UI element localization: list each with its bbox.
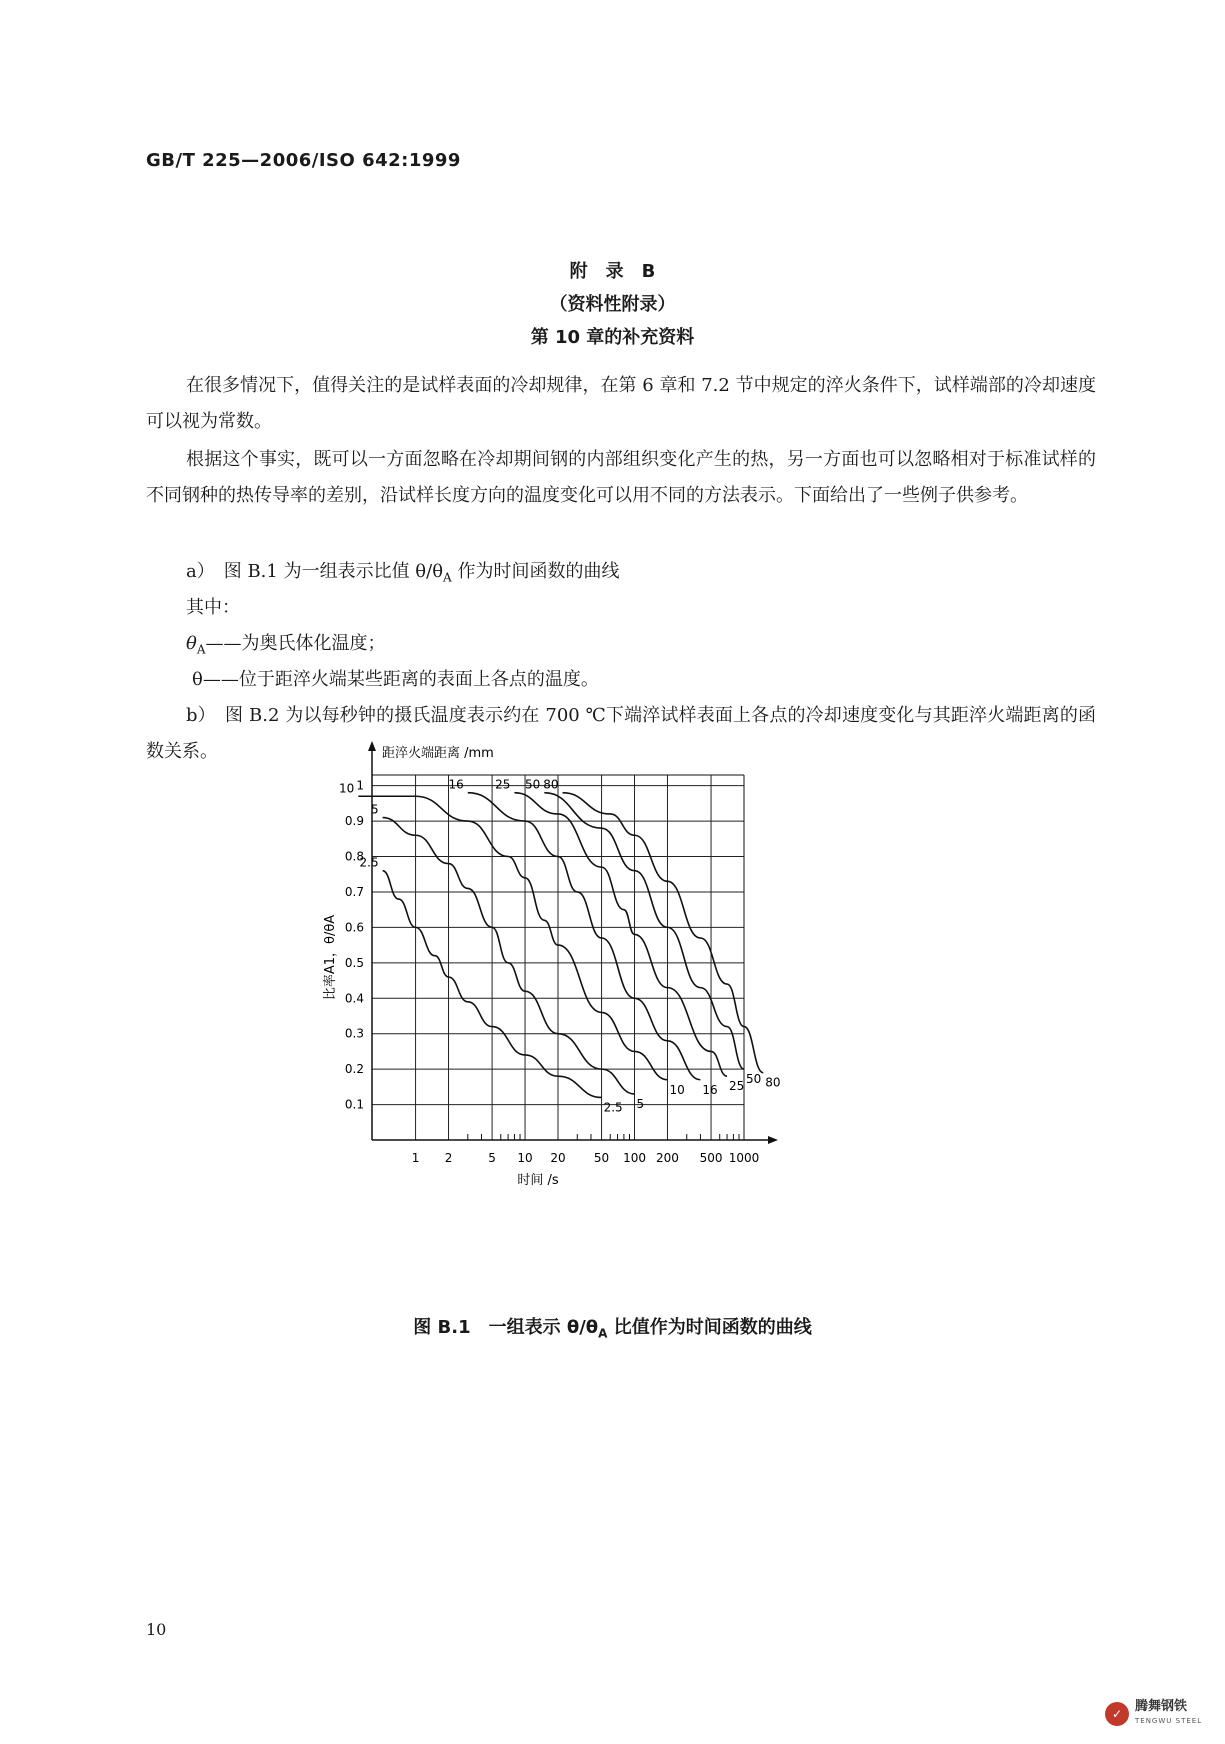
item-a: a） 图 B.1 为一组表示比值 $\theta/\theta_A$ 作为时间函数的曲线: [186, 561, 620, 585]
series-label-bottom-2-5: 2.5: [603, 1100, 623, 1115]
series-line-50: [544, 793, 744, 1069]
x-tick-label: 100: [623, 1151, 646, 1165]
series-line-16: [468, 793, 701, 1080]
appendix-subtitle: （资料性附录）: [549, 294, 676, 315]
legend-title: 距淬火端距离 /mm: [382, 746, 494, 761]
series-label-bottom-5: 5: [636, 1096, 645, 1111]
x-tick-label: 200: [656, 1151, 679, 1165]
y-tick-label: 0.7: [344, 884, 364, 899]
watermark-logo: ✓ 腾舞钢铁 TENGWU STEEL: [1105, 1700, 1202, 1728]
cooling-curve-chart: [323, 735, 880, 1215]
y-tick-label: 0.4: [344, 991, 364, 1006]
where-label: 其中：: [186, 597, 240, 618]
y-tick-label: 0.3: [344, 1026, 364, 1041]
series-label-top-25: 25: [495, 777, 511, 792]
definition-theta-a: $\theta_A——$为奥氏体化温度；: [186, 633, 386, 657]
y-tick-label: 0.5: [344, 955, 364, 970]
page-number: 10: [146, 1620, 167, 1639]
paragraph-2: 根据这个事实，既可以一方面忽略在冷却期间钢的内部组织变化产生的热，另一方面也可以忽略相对于标准试样的不同钢种的热传导率的差别，沿试样长度方向的温度变化可以用不同的方法表示。下面给出了一些例子供参考。: [146, 449, 1096, 506]
x-tick-label: 500: [699, 1151, 723, 1165]
y-tick-label: 0.2: [344, 1062, 364, 1077]
y-tick-label: 0.6: [344, 920, 364, 935]
y-tick-label: 1: [356, 778, 364, 793]
x-tick-label: 5: [488, 1151, 496, 1165]
standard-id: GB/T 225—2006/ISO 642:1999: [146, 150, 461, 171]
y-tick-label: 0.9: [344, 814, 364, 829]
series-label-top-2-5: 2.5: [359, 855, 379, 870]
series-label-bottom-80: 80: [765, 1075, 781, 1090]
x-tick-label: 1000: [728, 1151, 760, 1165]
series-label-top-16: 16: [448, 777, 464, 792]
series-line-10: [358, 796, 667, 1079]
item-b: b） 图 B.2 为以每秒钟的摄氏温度表示约在 700 ℃下端淬试样表面上各点的冷却速度变化与其距淬火端距离的函数关系。: [146, 705, 1096, 762]
x-axis-arrow: [768, 1136, 778, 1144]
series-label-top-80: 80: [543, 777, 559, 792]
figure-caption: 图 B.1 一组表示 $\theta/\theta_A$ 比值作为时间函数的曲线: [413, 1317, 812, 1341]
x-tick-label: 20: [550, 1151, 566, 1165]
x-tick-label: 1: [411, 1151, 420, 1165]
y-axis-arrow: [368, 741, 376, 751]
series-label-bottom-10: 10: [669, 1082, 685, 1097]
definition-theta: θ——位于距淬火端某些距离的表面上各点的温度。: [192, 669, 599, 690]
x-tick-labels: [412, 1151, 760, 1165]
logo-icon: ✓: [1105, 1702, 1129, 1726]
x-tick-label: 10: [517, 1151, 533, 1165]
series-label-bottom-16: 16: [702, 1082, 718, 1097]
series-label-bottom-25: 25: [729, 1079, 745, 1094]
paragraph-1: 在很多情况下，值得关注的是试样表面的冷却规律，在第 6 章和 7.2 节中规定的淬火条件下，试样端部的冷却速度可以视为常数。: [146, 375, 1096, 432]
y-axis-label: 比率A1，θ/θA: [323, 914, 338, 1001]
series-labels: [339, 778, 781, 1115]
x-axis-label: 时间 /s: [517, 1173, 559, 1188]
series-label-top-10: 10: [339, 781, 355, 796]
section-title: 第 10 章的补充资料: [530, 327, 695, 348]
chart-series: [358, 793, 763, 1098]
series-label-bottom-50: 50: [746, 1072, 762, 1087]
x-tick-label: 2: [444, 1151, 453, 1165]
series-label-top-5: 5: [370, 802, 379, 817]
series-line-80: [563, 793, 764, 1073]
chart-grid: [372, 775, 744, 1140]
x-tick-label: 50: [593, 1151, 610, 1165]
y-tick-labels: [345, 779, 364, 1112]
series-line-5: [383, 818, 635, 1094]
appendix-title: 附 录 B: [569, 261, 656, 282]
series-label-top-50: 50: [525, 777, 541, 792]
y-tick-label: 0.1: [344, 1097, 364, 1112]
y-tick-label: 0.8: [344, 849, 364, 864]
